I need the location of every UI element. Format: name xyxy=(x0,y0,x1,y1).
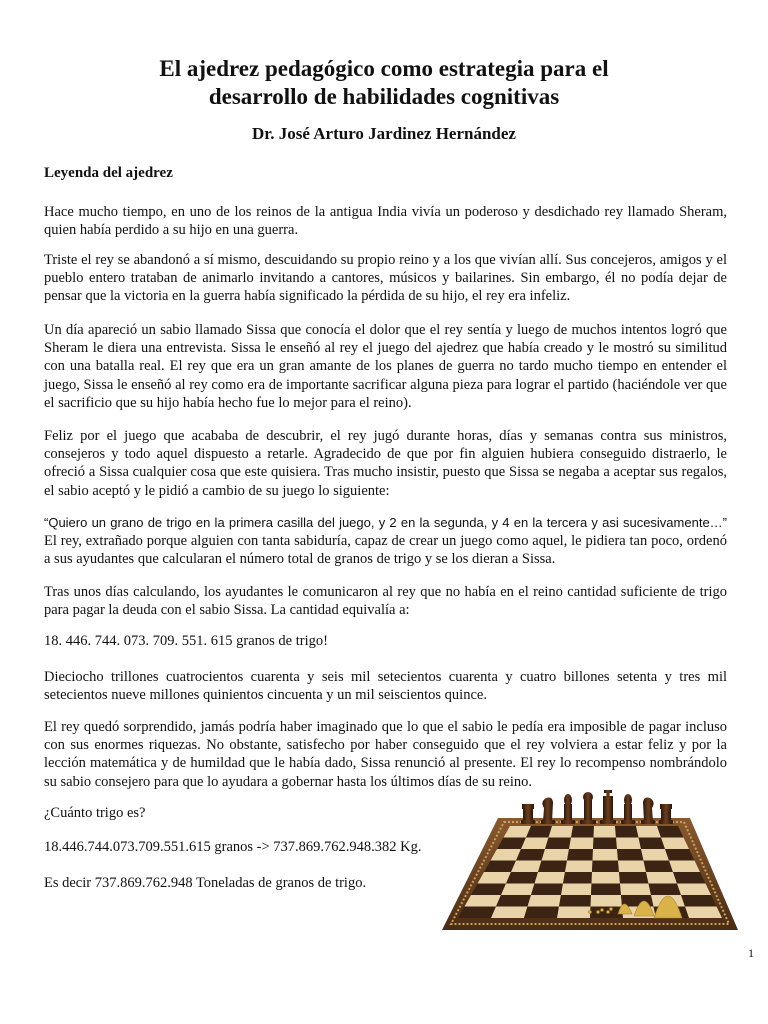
paragraph-5 xyxy=(44,514,727,569)
board-square xyxy=(535,872,566,884)
board-square xyxy=(528,895,562,907)
board-square xyxy=(673,872,706,884)
board-square xyxy=(593,849,619,861)
board-square xyxy=(592,872,621,884)
board-square xyxy=(592,861,619,873)
board-square xyxy=(491,907,528,919)
paragraph-4: Feliz por el juego que acababa de descubrir, el rey jugó durante horas, días y semanas contra sus ministros, consejeros y todo aquel dispuesto a retarle. Agradecido de que por fin alguien hubiera conseguido distraerlo, le ofreció a Sissa cualquier cosa que este quisiera. Tras mucho insistir, puesto que Sissa se negaba a aceptar sus regalos, el sabio aceptó y le pidió a cambio de su juego lo siguiente: xyxy=(44,428,727,499)
board-square xyxy=(685,907,722,919)
board-square xyxy=(511,861,542,873)
author: Dr. José Arturo Jardinez Hernández xyxy=(252,124,516,143)
board-square xyxy=(458,907,496,919)
board-square xyxy=(616,838,641,850)
board-square xyxy=(531,884,563,896)
board-square xyxy=(591,895,623,907)
paragraph-11: 18.446.744.073.709.551.615 granos -> 737.869.762.948.382 Kg. xyxy=(44,839,422,855)
board-square xyxy=(677,884,711,896)
board-square xyxy=(594,826,617,838)
board-square xyxy=(569,838,594,850)
board-square xyxy=(542,849,570,861)
board-square xyxy=(506,872,538,884)
paragraph-2: Triste el rey se abandonó a sí mismo, descuidando su propio reino y a los que vivían allí. Sus concejeros, amigos y el pueblo entero trataban de animarlo invitando a cantores, músicos y bailarines. Sin embargo, él no podía dejar de pensar que la victoria en la guerra había significado la pérdida de su hijo, el rey era infeliz. xyxy=(44,252,727,305)
quote: “Quiero un grano de trigo en la primera casilla del juego, y 2 en la segunda, y 4 en la tercera y asi sucesivamente…” xyxy=(44,515,727,530)
paragraph-8: Dieciocho trillones cuatrocientos cuarenta y seis mil setecientos cuarenta y cuatro billones setenta y tres mil setecientos nueve millones quinientos cincuenta y un mil seiscientos quince. xyxy=(44,669,727,704)
board-square xyxy=(681,895,717,907)
board-square xyxy=(644,861,674,873)
board-square xyxy=(593,838,617,850)
board-square xyxy=(619,872,649,884)
board-square xyxy=(563,872,592,884)
board-square xyxy=(538,861,567,873)
board-square xyxy=(641,849,669,861)
board-square xyxy=(545,838,571,850)
board-square xyxy=(615,826,639,838)
section-heading: Leyenda del ajedrez xyxy=(44,165,173,181)
paragraph-7: 18. 446. 744. 073. 709. 551. 615 granos de trigo! xyxy=(44,633,328,649)
paragraph-5-rest: El rey, extrañado porque alguien con tanta sabiduría, capaz de crear un juego como aquel, le pidiera tan poco, ordenó a sus ayudantes que calcularan el número total de granos de trigo y se los dieran a Sissa. xyxy=(44,533,727,568)
board-square xyxy=(524,907,559,919)
board-square xyxy=(516,849,545,861)
title-line-1: El ajedrez pedagógico como estrategia para el xyxy=(159,56,609,81)
paragraph-12: Es decir 737.869.762.948 Toneladas de granos de trigo. xyxy=(44,875,367,891)
board-square xyxy=(649,884,682,896)
board-square xyxy=(496,895,531,907)
page-title xyxy=(60,55,708,111)
paragraph-3: Un día apareció un sabio llamado Sissa que conocía el dolor que el rey sentía y luego de muchos intentos logró que Sheram le diera una entrevista. Sissa le enseñó al rey el juego del ajedrez que había creado y le mostró su similitud con una batalla real. El rey que era un gran amante de los planes de guerra no tardo mucho tiempo en entender el juego, Sissa le enseñó al rey como era de importante sacrificar alguna pieza para lograr el partido (haciéndole ver que el sacrificio que su hijo había hecho fue lo mejor para el reino). xyxy=(44,322,727,411)
board-square xyxy=(565,861,593,873)
board-square xyxy=(561,884,592,896)
paragraph-9: El rey quedó sorprendido, jamás podría haber imaginado que lo que el sabio le pedía era imposible de pagar incluso con sus enormes riquezas. No obstante, satisfecho por haber conseguido que el rey volviera a estar feliz y por la lección matemática y de humildad que le había dado, Sissa renunció al presente. El rey lo recompenso nombrándolo su sabio consejero para que lo ayudara a gobernar hasta los últimos días de su reino. xyxy=(44,719,727,790)
page-number: 1 xyxy=(748,946,754,960)
chessboard-image xyxy=(440,790,740,940)
board-square xyxy=(646,872,677,884)
board-square xyxy=(636,826,661,838)
board-square xyxy=(639,838,666,850)
paragraph-1: Hace mucho tiempo, en uno de los reinos de la antigua India vivía un poderoso y desdichado rey llamado Sheram, quien había perdido a su hijo en una guerra. xyxy=(44,204,727,239)
board-square xyxy=(501,884,535,896)
board-square xyxy=(557,907,591,919)
title-line-2: desarrollo de habilidades cognitivas xyxy=(208,84,560,109)
board-square xyxy=(559,895,591,907)
board-square xyxy=(620,884,651,896)
board-square xyxy=(591,884,621,896)
board-square xyxy=(571,826,594,838)
board-square xyxy=(618,861,646,873)
paragraph-10: ¿Cuánto trigo es? xyxy=(44,805,146,821)
board-square xyxy=(617,849,644,861)
board-square xyxy=(549,826,574,838)
board-square xyxy=(567,849,593,861)
paragraph-6: Tras unos días calculando, los ayudantes le comunicaron al rey que no había en el reino cantidad suficiente de trigo para pagar la deuda con el sabio Sissa. La cantidad equivalía a: xyxy=(44,584,727,619)
